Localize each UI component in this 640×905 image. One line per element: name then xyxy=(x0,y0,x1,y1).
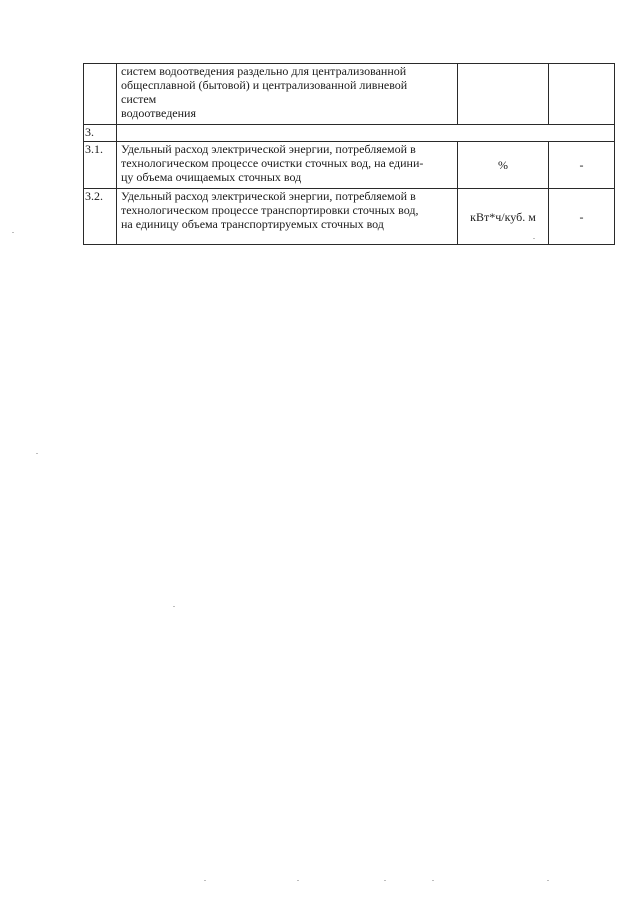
scan-speck xyxy=(36,453,38,454)
table-row xyxy=(84,125,615,142)
scan-speck xyxy=(173,606,175,607)
row-number xyxy=(84,64,117,125)
table-row xyxy=(84,64,615,125)
row-value: - xyxy=(549,142,615,189)
scan-speck xyxy=(432,880,434,881)
row-description: Удельный расход электрической энергии, потребляемой в технологическом процессе очистки сточных вод, на едини- цу объема очищаемых сточных вод xyxy=(117,142,458,189)
row-description xyxy=(117,125,615,142)
indicators-table xyxy=(83,63,615,245)
row-unit xyxy=(458,64,549,125)
row-number: 3.2. xyxy=(84,189,117,245)
table-row xyxy=(84,142,615,189)
scan-speck xyxy=(12,232,14,233)
row-unit: % xyxy=(458,142,549,189)
table-row xyxy=(84,189,615,245)
row-number: 3. xyxy=(84,125,117,142)
scan-speck xyxy=(297,880,299,881)
scan-speck xyxy=(204,880,206,881)
row-unit: кВт*ч/куб. м xyxy=(458,189,549,245)
row-number: 3.1. xyxy=(84,142,117,189)
row-description: Удельный расход электрической энергии, потребляемой в технологическом процессе транспортировки сточных вод, на единицу объема транспортируемых сточных вод xyxy=(117,189,458,245)
row-description: систем водоотведения раздельно для централизованной общесплавной (бытовой) и централизованной ливневой систем водоотведения xyxy=(117,64,458,125)
scan-speck xyxy=(547,880,549,881)
scan-speck xyxy=(533,238,535,239)
row-value: - xyxy=(549,189,615,245)
row-value xyxy=(549,64,615,125)
scan-speck xyxy=(384,880,386,881)
